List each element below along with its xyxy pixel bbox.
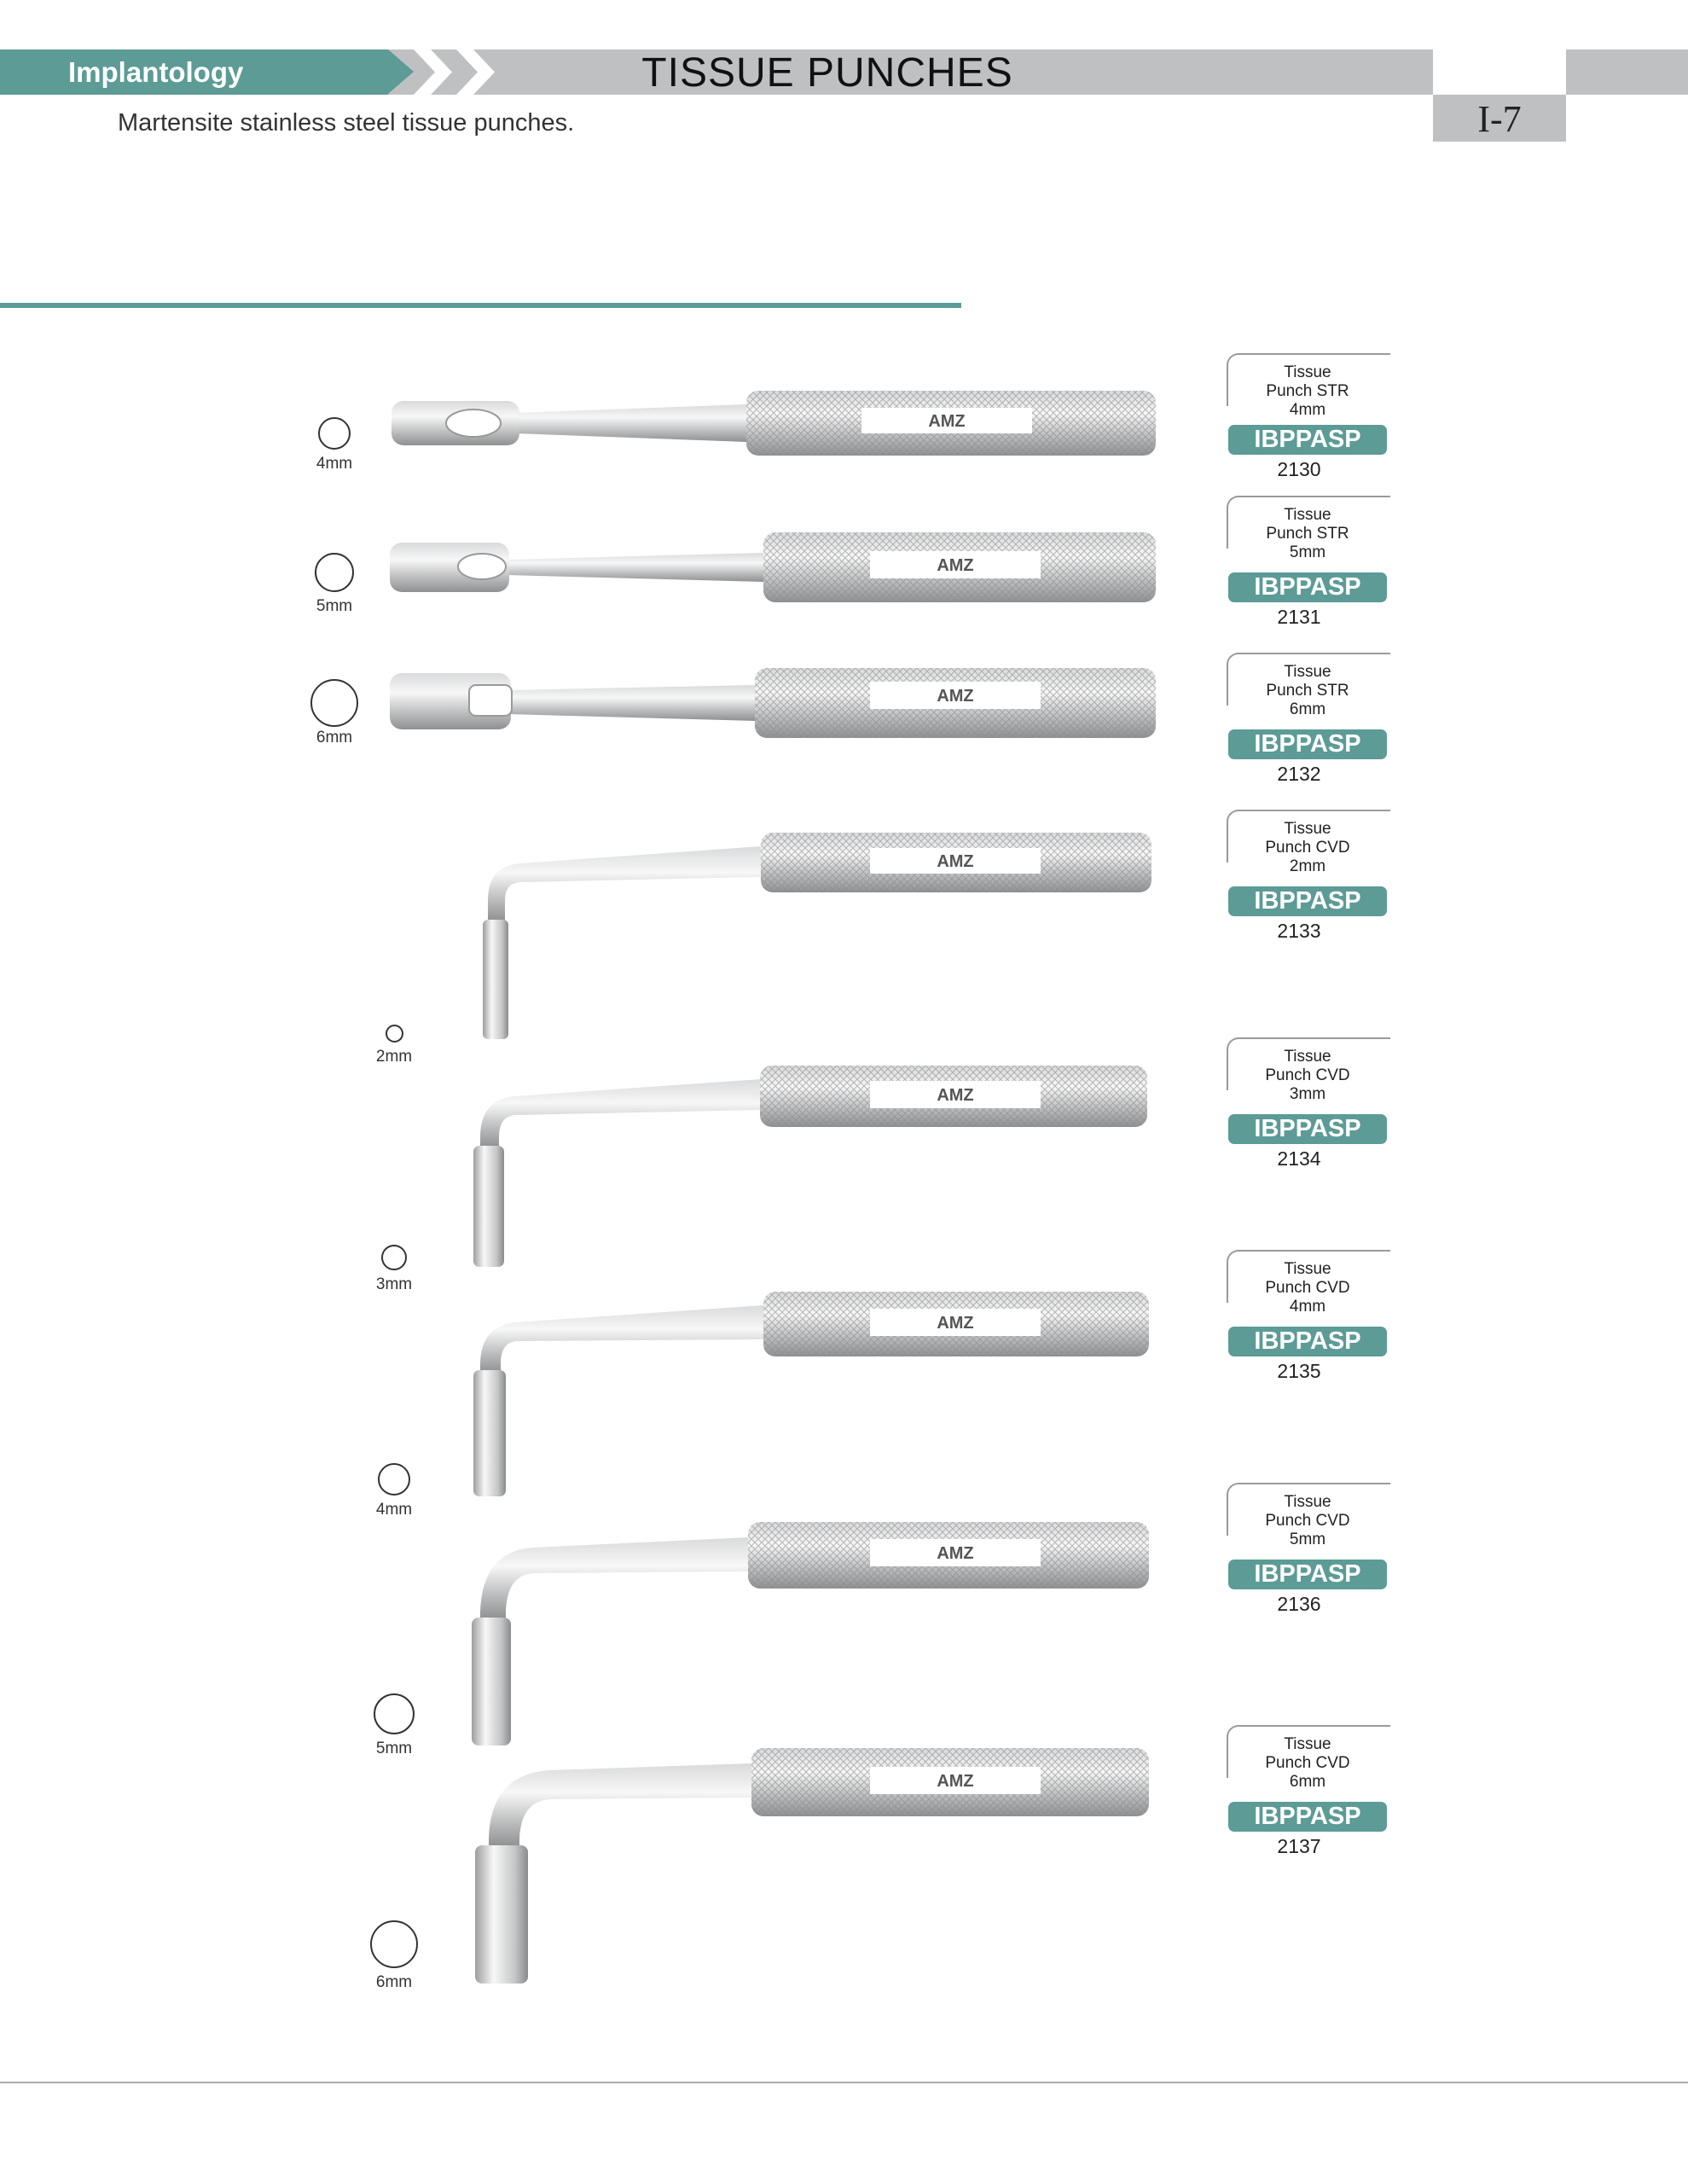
product-number: 2132 [1277, 763, 1321, 785]
size-circle [315, 553, 354, 592]
product-description [1227, 653, 1389, 719]
description-line: Punch CVD [1265, 1279, 1350, 1297]
description-line: 6mm [1289, 700, 1326, 718]
chevron-right-icon [456, 49, 499, 95]
size-indicator [343, 1025, 445, 1066]
product-description [1227, 1483, 1389, 1549]
size-circle [370, 1920, 418, 1968]
description-line: Tissue [1284, 506, 1331, 524]
description-line: Tissue [1284, 1493, 1331, 1511]
product-label [1227, 1250, 1389, 1383]
size-label: 5mm [316, 597, 353, 615]
product-number: 2137 [1277, 1835, 1321, 1857]
product-description [1227, 1250, 1389, 1316]
category-tab-arrow [388, 49, 414, 94]
description-line: Punch STR [1266, 382, 1349, 400]
product-label [1227, 1725, 1389, 1858]
description-line: 4mm [1289, 1298, 1326, 1316]
description-line: Punch CVD [1265, 839, 1350, 857]
size-circle [310, 679, 358, 727]
description-line: Tissue [1284, 663, 1331, 681]
product-label [1227, 496, 1389, 629]
description-line: Punch CVD [1265, 1754, 1350, 1772]
product-label [1227, 1037, 1389, 1170]
size-indicator [343, 1245, 445, 1294]
size-indicator [283, 553, 386, 616]
product-code-badge: IBPPASP [1228, 572, 1387, 602]
description-line: 4mm [1289, 401, 1326, 419]
product-label [1227, 1483, 1389, 1616]
brand-logo: AMZ [937, 687, 974, 706]
brand-logo: AMZ [937, 852, 974, 871]
description-line: Tissue [1284, 1735, 1331, 1753]
description-line: Punch CVD [1265, 1066, 1350, 1084]
tissue-punch-curved-image [478, 828, 1160, 1041]
brand-logo: AMZ [937, 1772, 974, 1791]
size-label: 6mm [316, 729, 353, 746]
tissue-punch-curved-image [465, 1745, 1156, 1988]
product-code-badge: IBPPASP [1228, 425, 1387, 455]
brand-logo: AMZ [937, 1314, 974, 1333]
product-code-badge: IBPPASP [1228, 1327, 1387, 1356]
brand-logo: AMZ [937, 1544, 974, 1563]
description-line: Punch CVD [1265, 1512, 1350, 1530]
description-line: Tissue [1284, 1260, 1331, 1278]
product-number: 2134 [1277, 1147, 1321, 1170]
chevron-right-icon [414, 49, 456, 95]
size-indicator [343, 1920, 445, 1992]
size-label: 2mm [375, 1048, 413, 1066]
tissue-punch-curved-image [465, 1288, 1156, 1497]
size-indicator [343, 1463, 445, 1519]
description-line: 5mm [1289, 543, 1326, 561]
size-label: 4mm [375, 1501, 413, 1519]
product-description [1227, 353, 1389, 420]
product-number: 2130 [1277, 458, 1321, 480]
description-line: Punch STR [1266, 682, 1349, 700]
product-code-badge: IBPPASP [1228, 886, 1387, 916]
tissue-punch-straight-image [388, 665, 1156, 741]
tissue-punch-straight-image [388, 389, 1156, 457]
product-label [1227, 653, 1389, 786]
description-line: Tissue [1284, 363, 1331, 381]
page-title: TISSUE PUNCHES [641, 50, 1013, 96]
page-subtitle: Martensite stainless steel tissue punches. [118, 109, 575, 136]
brand-logo: AMZ [937, 1086, 974, 1105]
product-code-badge: IBPPASP [1228, 729, 1387, 759]
product-description [1227, 1725, 1389, 1792]
product-label [1227, 353, 1389, 481]
description-line: 5mm [1289, 1531, 1326, 1548]
product-code-badge: IBPPASP [1228, 1114, 1387, 1144]
tissue-punch-straight-image [388, 531, 1156, 604]
product-number: 2136 [1277, 1593, 1321, 1615]
size-indicator [283, 679, 386, 747]
size-circle [386, 1025, 403, 1043]
size-circle [374, 1693, 415, 1734]
tissue-punch-curved-image [465, 1519, 1156, 1749]
product-description [1227, 1037, 1389, 1104]
product-description [1227, 810, 1389, 876]
category-label: Implantology [68, 56, 244, 88]
description-line: Tissue [1284, 1048, 1331, 1066]
size-circle [318, 417, 351, 450]
description-line: Tissue [1284, 820, 1331, 838]
size-circle [378, 1463, 410, 1496]
product-number: 2131 [1277, 606, 1321, 628]
brand-logo: AMZ [928, 412, 966, 431]
size-label: 5mm [375, 1740, 413, 1757]
description-line: Punch STR [1266, 525, 1349, 543]
size-indicator [283, 417, 386, 473]
size-label: 4mm [316, 455, 353, 473]
product-label [1227, 810, 1389, 943]
size-indicator [343, 1693, 445, 1758]
size-circle [381, 1245, 407, 1270]
product-code-badge: IBPPASP [1228, 1802, 1387, 1832]
product-number: 2135 [1277, 1360, 1321, 1382]
brand-logo: AMZ [937, 556, 974, 575]
size-label: 6mm [375, 1973, 413, 1991]
description-line: 6mm [1289, 1773, 1326, 1791]
footer-divider [0, 2082, 1688, 2083]
product-code-badge: IBPPASP [1228, 1560, 1387, 1589]
description-line: 2mm [1289, 857, 1326, 875]
description-line: 3mm [1289, 1085, 1326, 1103]
header-bar-right [1566, 49, 1688, 95]
product-description [1227, 496, 1389, 562]
product-number: 2133 [1277, 920, 1321, 942]
size-label: 3mm [375, 1275, 413, 1293]
section-divider [0, 303, 961, 308]
page-number: I-7 [1433, 95, 1566, 142]
tissue-punch-curved-image [465, 1062, 1156, 1271]
